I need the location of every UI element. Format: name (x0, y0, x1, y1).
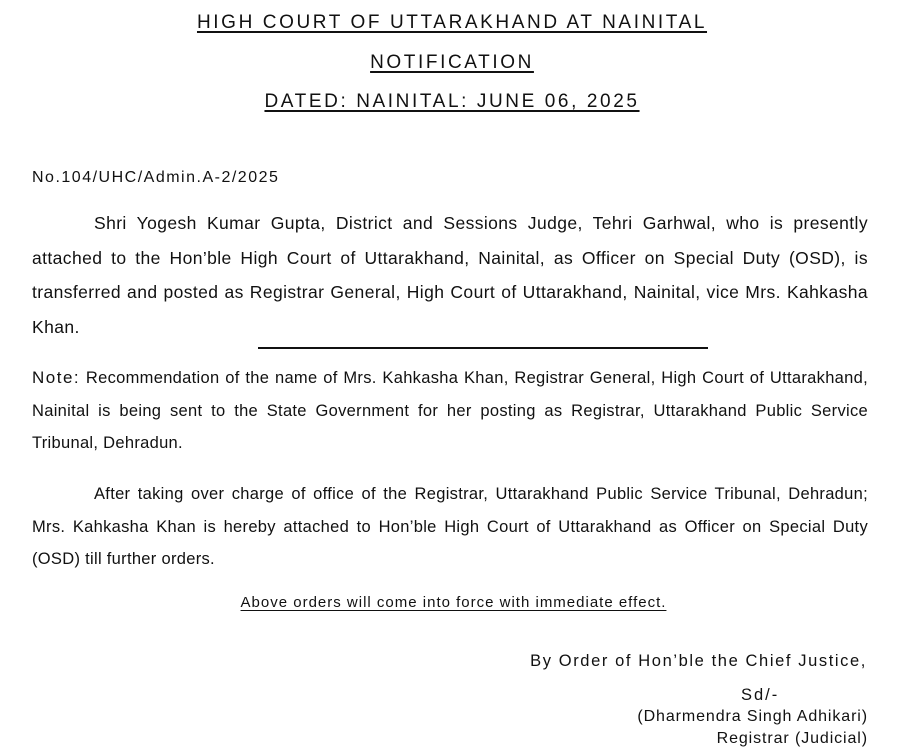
transfer-paragraph (32, 206, 868, 344)
signatory-designation: Registrar (Judicial) (716, 730, 868, 747)
note-label: Note: (32, 368, 81, 387)
notification-title: NOTIFICATION (370, 52, 534, 73)
attachment-text: After taking over charge of office of the Registrar, Uttarakhand Public Service Tribunal, Dehradun; Mrs. Kahkasha Khan is hereby attached to Hon’ble High Court of Uttarakhand as Officer on Special Duty (OSD) till further orders. (32, 485, 868, 568)
notification-date: DATED: NAINITAL: JUNE 06, 2025 (264, 91, 640, 112)
section-divider (258, 347, 708, 349)
note-text: Recommendation of the name of Mrs. Kahkasha Khan, Registrar General, High Court of Uttarakhand, Nainital is being sent to the State Government for her posting as Registrar, Uttarakhand Public Service Tribunal, Dehradun. (32, 369, 868, 452)
effect-line: Above orders will come into force with immediate effect. (240, 594, 667, 611)
signatory-name: (Dharmendra Singh Adhikari) (637, 708, 868, 725)
transfer-text: Shri Yogesh Kumar Gupta, District and Sessions Judge, Tehri Garhwal, who is presently attached to the Hon’ble High Court of Uttarakhand, Nainital, as Officer on Special Duty (OSD), is transferred and posted as Registrar General, High Court of Uttarakhand, Nainital, vice Mrs. Kahkasha Khan. (32, 213, 868, 337)
note-paragraph (32, 362, 868, 460)
signed-mark: Sd/- (741, 686, 780, 704)
attachment-paragraph (32, 478, 868, 576)
reference-number: No.104/UHC/Admin.A-2/2025 (32, 169, 280, 186)
order-line: By Order of Hon’ble the Chief Justice, (530, 652, 867, 670)
court-title: HIGH COURT OF UTTARAKHAND AT NAINITAL (196, 12, 708, 33)
